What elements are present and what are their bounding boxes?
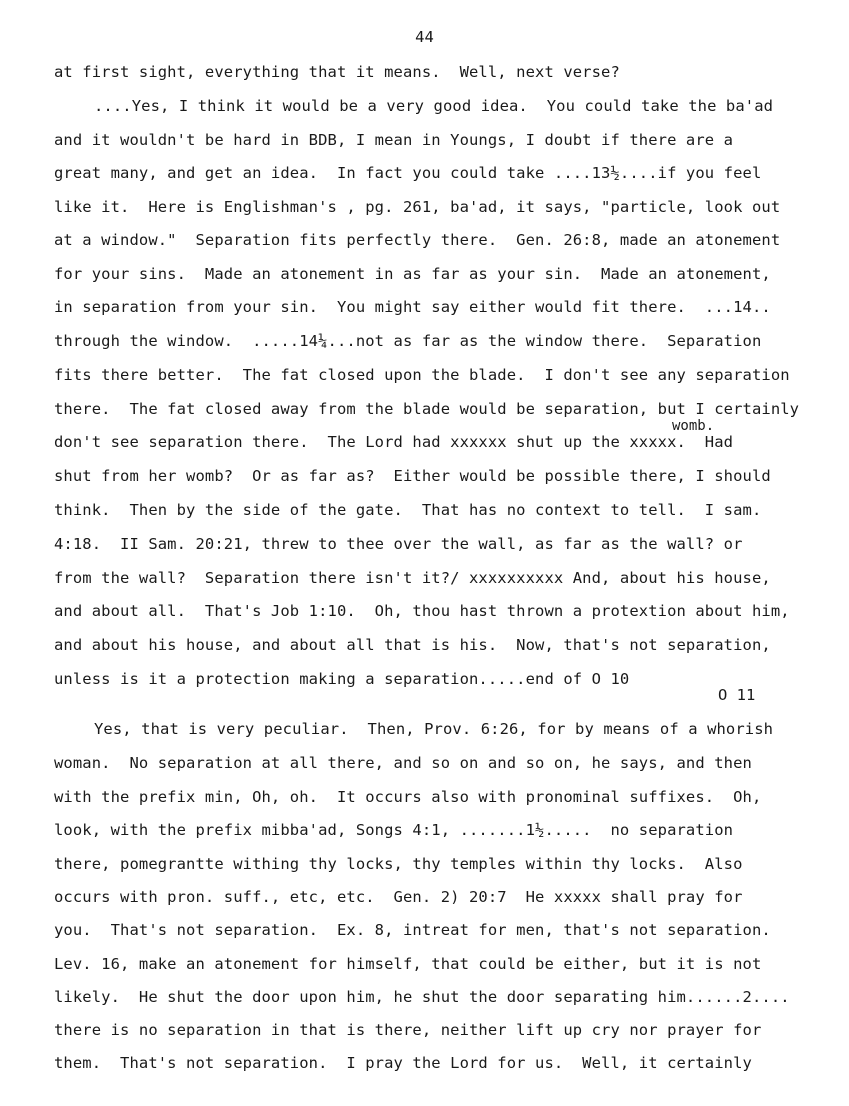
text-line: likely. He shut the door upon him, he shut the door separating him......2.... <box>54 988 790 1006</box>
text-line: there is no separation in that is there, neither lift up cry nor prayer for <box>54 1021 762 1039</box>
text-line: don't see separation there. The Lord had xxxxxx shut up the xxxxx. Had <box>54 433 734 451</box>
text-line: Lev. 16, make an atonement for himself, that could be either, but it is not <box>54 955 762 973</box>
text-line: think. Then by the side of the gate. That has no context to tell. I sam. <box>54 501 762 519</box>
text-line: them. That's not separation. I pray the Lord for us. Well, it certainly <box>54 1054 752 1072</box>
text-line: in separation from your sin. You might say either would fit there. ...14.. <box>54 298 771 316</box>
text-line: through the window. .....14¼...not as far as the window there. Separation <box>54 332 762 350</box>
text-line: there. The fat closed away from the blade would be separation, but I certainly <box>54 400 800 418</box>
text-line: great many, and get an idea. In fact you could take ....13½....if you feel <box>54 164 762 182</box>
text-line: ....Yes, I think it would be a very good idea. You could take the ba'ad <box>94 97 774 115</box>
text-line: at first sight, everything that it means. Well, next verse? <box>54 63 620 81</box>
text-line: at a window." Separation fits perfectly there. Gen. 26:8, made an atonement <box>54 231 781 249</box>
text-line: from the wall? Separation there isn't it?/ xxxxxxxxxx And, about his house, <box>54 569 771 587</box>
text-line: you. That's not separation. Ex. 8, intreat for men, that's not separation. <box>54 921 771 939</box>
text-line: and about his house, and about all that is his. Now, that's not separation, <box>54 636 771 654</box>
text-line: fits there better. The fat closed upon the blade. I don't see any separation <box>54 366 790 384</box>
tape-marker: O 11 <box>718 686 756 704</box>
text-line: there, pomegrantte withing thy locks, thy temples within thy locks. Also <box>54 855 743 873</box>
text-line: woman. No separation at all there, and so on and so on, he says, and then <box>54 754 752 772</box>
text-line: Yes, that is very peculiar. Then, Prov. 6:26, for by means of a whorish <box>94 720 774 738</box>
interlinear-note: womb. <box>672 418 715 434</box>
text-line: with the prefix min, Oh, oh. It occurs also with pronominal suffixes. Oh, <box>54 788 762 806</box>
text-line: 4:18. II Sam. 20:21, threw to thee over the wall, as far as the wall? or <box>54 535 743 553</box>
text-line: for your sins. Made an atonement in as far as your sin. Made an atonement, <box>54 265 771 283</box>
text-line: look, with the prefix mibba'ad, Songs 4:1, .......1½..... no separation <box>54 821 734 839</box>
text-line: occurs with pron. suff., etc, etc. Gen. 2) 20:7 He xxxxx shall pray for <box>54 888 743 906</box>
text-line: and about all. That's Job 1:10. Oh, thou hast thrown a protextion about him, <box>54 602 790 620</box>
text-line: shut from her womb? Or as far as? Either would be possible there, I should <box>54 467 771 485</box>
text-line: and it wouldn't be hard in BDB, I mean in Youngs, I doubt if there are a <box>54 131 734 149</box>
text-line: unless is it a protection making a separation.....end of O 10 <box>54 670 630 688</box>
page-number: 44 <box>415 28 434 46</box>
text-line: like it. Here is Englishman's , pg. 261, ba'ad, it says, "particle, look out <box>54 198 781 216</box>
